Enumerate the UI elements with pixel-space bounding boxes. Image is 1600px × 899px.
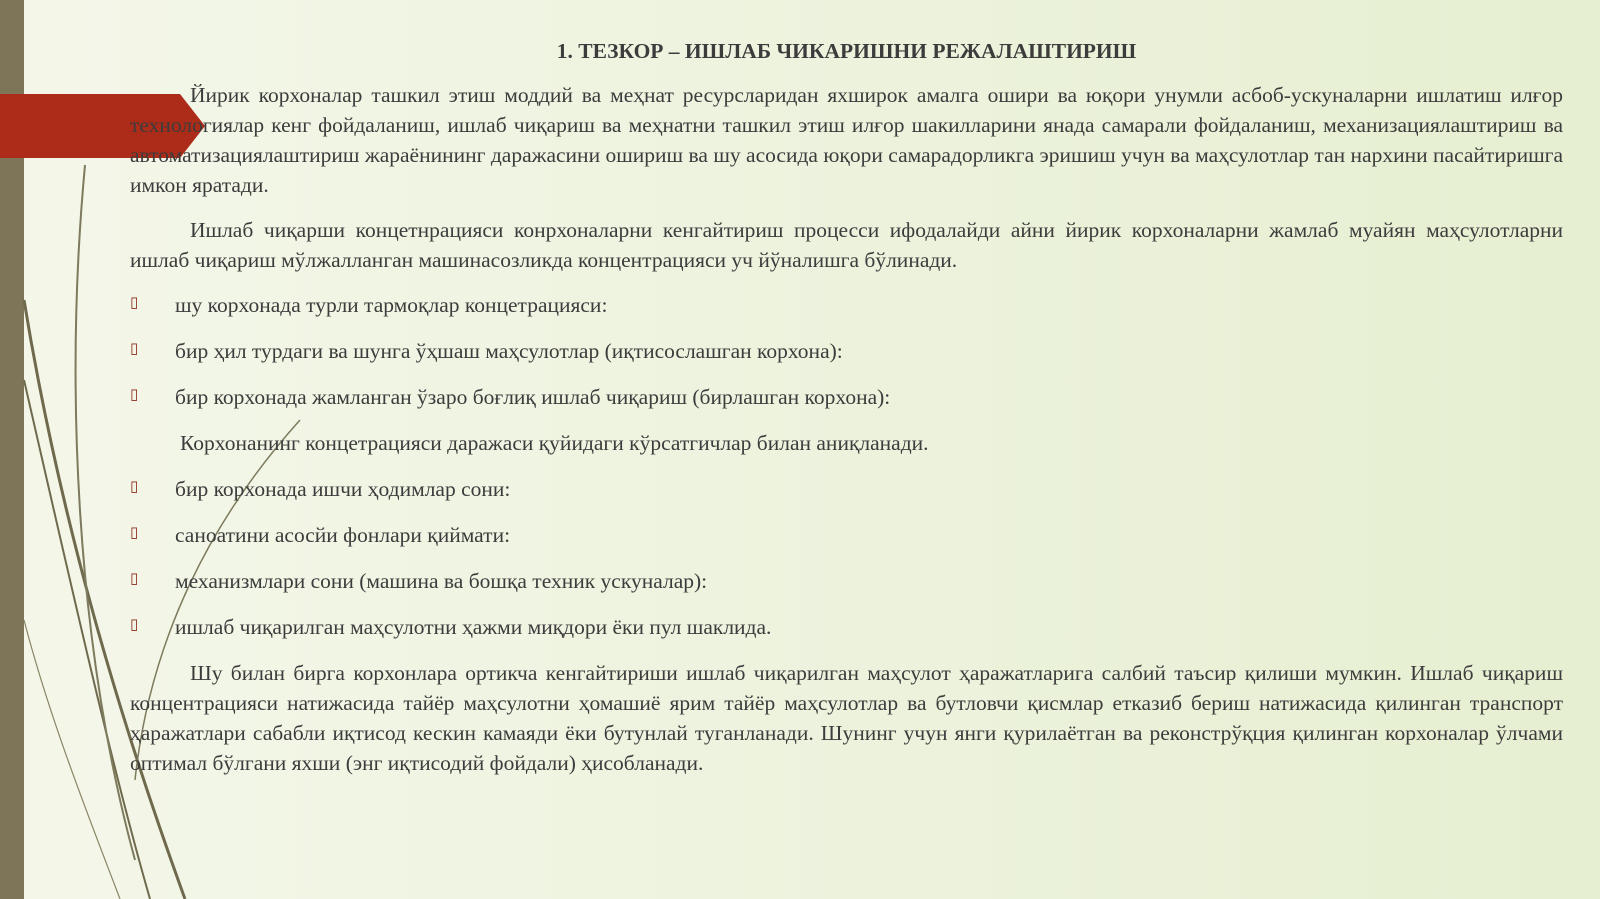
list-item xyxy=(130,382,1563,412)
square-bullet-icon: ▯ xyxy=(130,569,139,587)
square-bullet-icon: ▯ xyxy=(130,339,139,357)
list-item-text: саноатини асосйи фонлари қиймати: xyxy=(175,523,511,547)
list-item-text: механизмлари сони (машина ва бошқа техник ускуналар): xyxy=(175,569,708,593)
list-item-text: бир ҳил турдаги ва шунга ўҳшаш маҳсулотлар (иқтисослашган корхона): xyxy=(175,339,843,363)
square-bullet-icon: ▯ xyxy=(130,385,139,403)
slide-title: 1. ТЕЗКОР – ИШЛАБ ЧИКАРИШНИ РЕЖАЛАШТИРИШ xyxy=(556,39,1137,63)
list-item-text: бир корхонада ишчи ҳодимлар сони: xyxy=(175,477,511,501)
square-bullet-icon: ▯ xyxy=(130,293,139,311)
list-item-text: бир корхонада жамланган ўзаро боғлиқ ишлаб чиқариш (бирлашган корхона): xyxy=(175,385,891,409)
list-item xyxy=(130,520,1563,550)
list-item-text: ишлаб чиқарилган маҳсулотни ҳажми миқдори ёки пул шаклида. xyxy=(175,615,772,639)
indicators-lead: Корхонанинг концетрацияси даражаси қуйидаги кўрсатгичлар билан аниқланади. xyxy=(180,431,929,455)
slide-content xyxy=(130,36,1563,793)
list-item-text: шу корхонада турли тармоқлар концетрацияси: xyxy=(175,293,608,317)
paragraph-1: Йирик корхоналар ташкил этиш моддий ва меҳнат ресурсларидан яхширок амалга ошири ва юқори унумли асбоб-ускуналарни ишлатиш илғор технологиялар кенг фойдаланиш, ишлаб чиқариш ва меҳнатни ташкил этиш илғор шакилларини янада самарали фойдаланиш, механизациялаштириш ва автоматизациялаштириш жараёнининг даражасини ошириш ва шу асосида юқори самарадорликга эришиш учун ва маҳсулотлар тан нархини пасайтиришга имкон яратади. xyxy=(130,83,1563,197)
square-bullet-icon: ▯ xyxy=(130,615,139,633)
square-bullet-icon: ▯ xyxy=(130,523,139,541)
list-item xyxy=(130,474,1563,504)
list-item xyxy=(130,612,1563,642)
square-bullet-icon: ▯ xyxy=(130,477,139,495)
paragraph-2: Ишлаб чиқарши концетнрацияси конрхоналарни кенгайтириш процесси ифодалайди айни йирик корхоналарни жамлаб муайян маҳсулотларни ишлаб чиқариш мўлжалланган машинасозликда концентрацияси уч йўналишга бўлинади. xyxy=(130,218,1563,272)
paragraph-3: Шу билан бирга корхонлара ортикча кенгайтириши ишлаб чиқарилган маҳсулот ҳаражатларига салбий таъсир қилиши мумкин. Ишлаб чиқариш концентрацияси натижасида тайёр маҳсулотни ҳомашиё ярим тайёр маҳсулотлар ва бутловчи қисмлар етказиб бериш натижасида қилинган транспорт ҳаражатлари сабабли иқтисод кескин камаяди ёки бутунлай туганланади. Шунинг учун янги қурилаётган ва реконстрўқция қилинган корхоналар ўлчами оптимал бўлгани яхши (энг иқтисодий фойдали) ҳисобланади. xyxy=(130,661,1563,775)
list-item xyxy=(130,290,1563,320)
list-item xyxy=(130,566,1563,596)
list-item xyxy=(130,336,1563,366)
